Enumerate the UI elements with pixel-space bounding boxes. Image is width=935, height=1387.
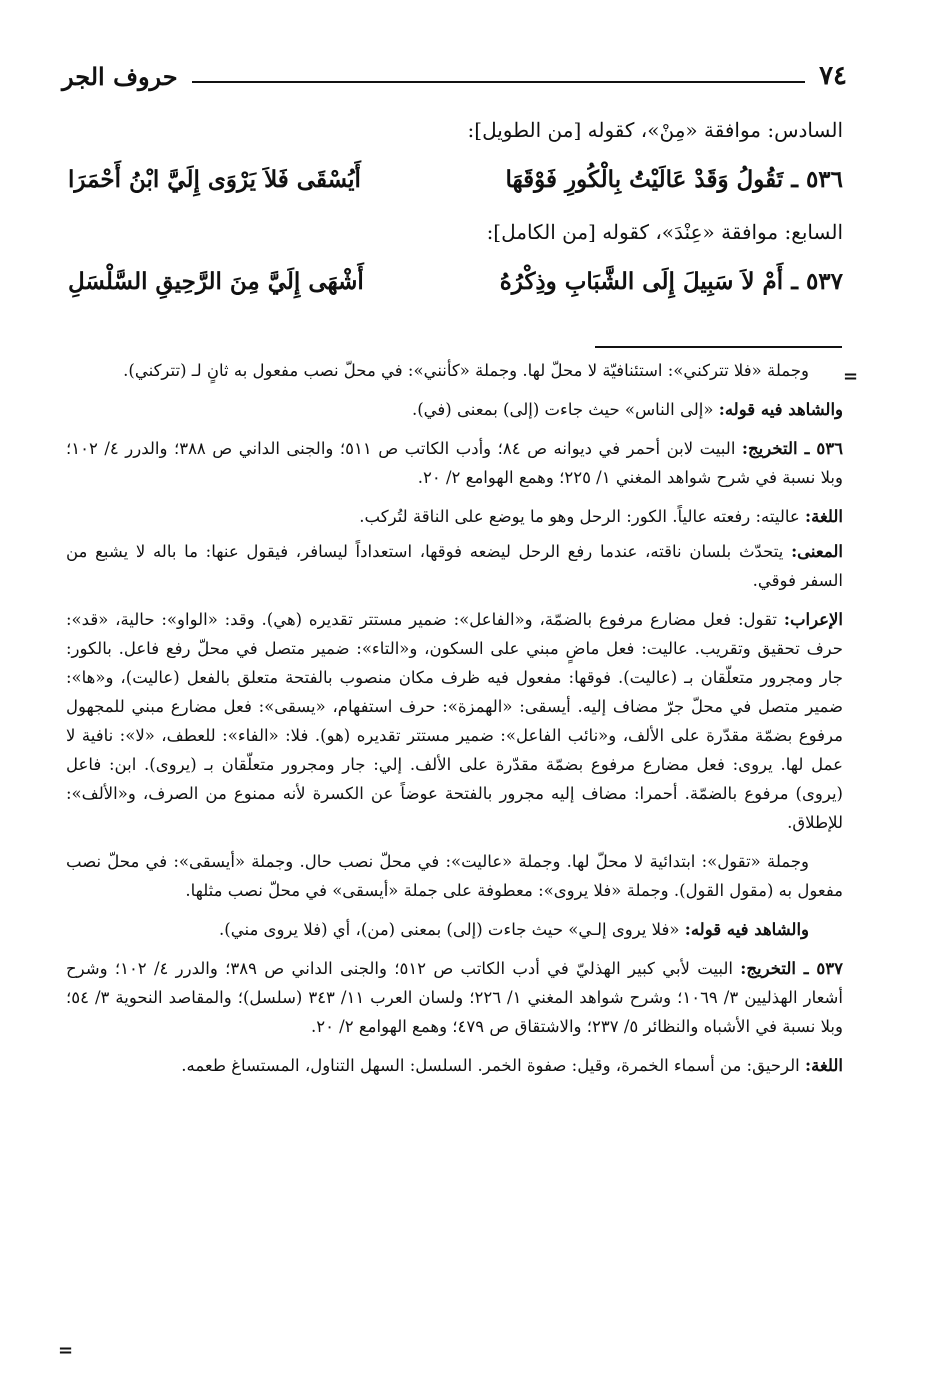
footnote-separator (595, 346, 842, 348)
footnote-evidence-536 (66, 915, 843, 944)
footnotes (66, 356, 843, 1090)
footnote-text: يتحدّث بلسان ناقته، عندما رفع الرحل ليضعه فوقها، استعداداً ليسافر، فيقول عنها: ما باله لا يشبع من السفر فوقي. (66, 542, 843, 590)
intro-seventh-meaning: السابع: موافقة «عِنْدَ»، كقوله [من الكامل]: (486, 220, 843, 244)
verse-number: ٥٣٦ ـ (791, 166, 843, 193)
main-text (68, 110, 843, 314)
footnote-label: الإعراب: (783, 610, 844, 629)
continuation-marker: = (843, 366, 859, 387)
footnote-text: عاليته: رفعته عالياً. الكور: الرحل وهو ما يوضع على الناقة لتُركب. (359, 507, 800, 526)
footnote-sentence-analysis (66, 356, 843, 385)
footnote-takhrij-536 (66, 434, 843, 492)
footnote-text: تقول: فعل مضارع مرفوع بالضمّة، و«الفاعل»: ضمير مستتر تقديره (هي). وقد: «الواو»: حالية، «قد»: حرف تحقيق وتقريب. عاليت: فعل ماضٍ مبني على السكون، و«التاء»: ضمير متصل في محلّ رفع فاعل. بالكور: جار ومجرور متعلّقان بـ (عاليت). فوقها: مفعول فيه ظرف مكان منصوب بالفتحة متعلق بالفعل (عاليت)، و«ها»: ضمير متصل في محلّ جرّ مضاف إليه. أيسقى: «الهمزة»: حرف استفهام، «يسقى»: فعل مضارع مبني للمجهول مرفوع بضمّة مقدّرة على الألف، و«نائب الفاعل»: ضمير مستتر تقديره (هو). فلا: «الفاء»: للعطف، «لا»: نافية لا عمل لها. يروى: فعل مضارع مرفوع بضمّة مقدّرة على الألف. إلي: جار ومجرور متعلّقان بـ (يروى). ابن: فاعل (يروى) مرفوع بالضمّة. أحمرا: مضاف إليه مجرور بالفتحة عوضاً عن الكسرة لأنه ممنوع من الصرف، و«الألف»: للإطلاق. (66, 610, 843, 832)
footnote-text: وجملة «تقول»: ابتدائية لا محلّ لها. وجملة «عاليت»: في محلّ نصب حال. وجملة «أيسقى»: في محلّ نصب مفعول به (مقول القول). وجملة «فلا يروى»: معطوفة على جملة «أيسقى» في محلّ نصب مثلها. (66, 852, 843, 900)
verse-second-hemistich: أَشْهَى إِلَيَّ مِنَ الرَّحِيقِ السَّلْسَلِ (68, 268, 364, 295)
footnote-takhrij-537 (66, 954, 843, 1041)
verse-537 (68, 260, 843, 304)
header-rule (192, 81, 805, 83)
footnote-label: والشاهد فيه قوله: (684, 920, 809, 939)
running-title: حروف الجر (62, 61, 178, 91)
footnote-text: البيت لأبي كبير الهذليّ في أدب الكاتب ص ٥١٢؛ والجنى الداني ص ٣٨٩؛ والدرر ٤/ ١٠٢؛ وشرح أشعار الهذليين ٣/ ١٠٦٩؛ وشرح شواهد المغني ١/ ٢٢٦؛ ولسان العرب ١١/ ٣٤٣ (سلسل)؛ والمقاصد النحوية ٣/ ٥٤؛ وبلا نسبة في الأشباه والنظائر ٥/ ٢٣٧؛ والاشتقاق ص ٤٧٩؛ وهمع الهوامع ٢/ ٢٠. (66, 959, 843, 1036)
footnote-text: البيت لابن أحمر في ديوانه ص ٨٤؛ وأدب الكاتب ص ٥١١؛ والجنى الداني ص ٣٨٨؛ والدرر ٤/ ١٠٢؛ وبلا نسبة في شرح شواهد المغني ١/ ٢٢٥؛ وهمع الهوامع ٢/ ٢٠. (66, 439, 843, 487)
footnote-text: «فلا يروى إلـي» حيث جاءت (إلى) بمعنى (من)، أي (فلا يروى مني). (219, 920, 680, 939)
verse-first-hemistich: تَقُولُ وَقَدْ عَالَيْتُ بِالْكُورِ فَوْقَهَا (505, 166, 784, 193)
verse-536 (68, 158, 843, 202)
page-number: ٧٤ (819, 61, 847, 91)
verse-number: ٥٣٧ ـ (791, 268, 843, 295)
verse-second-hemistich: أَيُسْقَى فَلاَ يَرْوَى إِلَيَّ ابْنُ أَحْمَرَا (68, 166, 361, 193)
footnote-label: المعنى: (791, 542, 844, 561)
footnote-text: «إلى الناس» حيث جاءت (إلى) بمعنى (في). (411, 400, 714, 419)
footnote-label: ٥٣٧ ـ التخريج: (740, 959, 843, 978)
footnote-label: اللغة: (805, 507, 843, 526)
footnote-lexicon-537 (66, 1051, 843, 1080)
footnote-evidence (66, 395, 843, 424)
footnote-sentences-536 (66, 847, 843, 905)
intro-sixth-meaning: السادس: موافقة «مِنْ»، كقوله [من الطويل]: (467, 118, 843, 142)
page-header (62, 58, 847, 94)
footnote-label: والشاهد فيه قوله: (718, 400, 843, 419)
footnote-label: اللغة: (805, 1056, 843, 1075)
footnote-meaning-536 (66, 537, 843, 595)
footnote-text: الرحيق: من أسماء الخمرة، وقيل: صفوة الخمر. السلسل: السهل التناول، المستساغ طعمه. (181, 1056, 800, 1075)
end-continuation-marker: = (58, 1340, 74, 1361)
verse-first-hemistich: أَمْ لاَ سَبِيلَ إِلَى الشَّبَابِ وذِكْرُهُ (499, 268, 784, 295)
footnote-label: ٥٣٦ ـ التخريج: (741, 439, 843, 458)
footnote-parsing-536 (66, 605, 843, 837)
footnote-text: وجملة «فلا تتركني»: استئنافيّة لا محلّ لها. وجملة «كأنني»: في محلّ نصب مفعول به ثانٍ لـ (تتركني). (123, 361, 809, 380)
footnote-lexicon-536 (66, 502, 843, 531)
